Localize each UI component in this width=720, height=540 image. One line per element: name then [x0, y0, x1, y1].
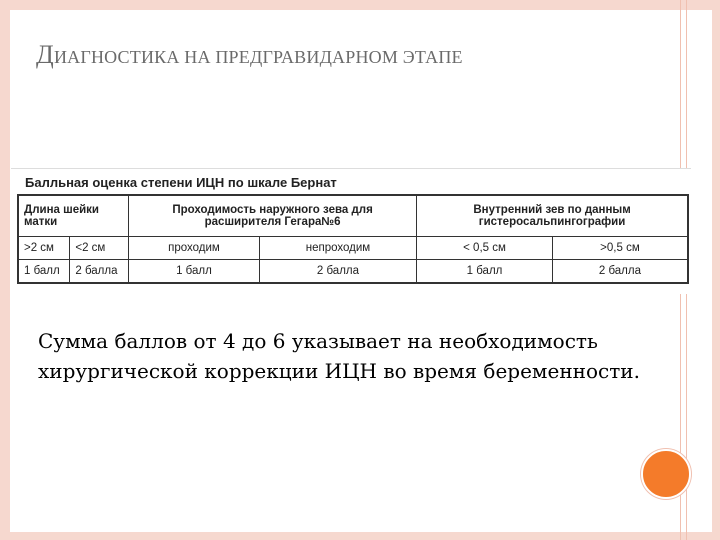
scoring-table: [17, 194, 689, 284]
decor-circle: [641, 449, 691, 499]
slide-frame-top: [0, 0, 720, 10]
table-cell: < 0,5 см: [417, 237, 553, 260]
header-cervix-length: Длина шейки матки: [18, 195, 129, 237]
slide-title-rest: ИАГНОСТИКА НА ПРЕДГРАВИДАРНОМ ЭТАПЕ: [53, 47, 463, 67]
body-line: хирургической коррекции ИЦН во время беременности.: [38, 359, 640, 383]
body-paragraph: [38, 326, 698, 386]
slide-frame-right: [712, 0, 720, 540]
table-cell: проходим: [129, 237, 260, 260]
table-cell: 2 балла: [70, 260, 129, 284]
slide-frame-left: [0, 0, 10, 540]
table-row: [18, 260, 688, 284]
table-cell: 1 балл: [18, 260, 70, 284]
slide-frame-bottom: [0, 532, 720, 540]
table-caption: Балльная оценка степени ИЦН по шкале Бернат: [25, 175, 337, 190]
slide-title-initial: Д: [36, 40, 54, 69]
table-cell: <2 см: [70, 237, 129, 260]
table-header-row: [18, 195, 688, 237]
table-cell: 1 балл: [129, 260, 260, 284]
table-cell: 2 балла: [552, 260, 688, 284]
table-cell: >0,5 см: [552, 237, 688, 260]
slide-title: [36, 40, 463, 70]
header-internal-os: Внутренний зев по данным гистеросальпингографии: [417, 195, 688, 237]
table-cell: 2 балла: [259, 260, 416, 284]
scoring-table-figure: [11, 168, 691, 294]
header-os-patency: Проходимость наружного зева для расширителя Гегара№6: [129, 195, 417, 237]
body-line: Сумма баллов от 4 до 6 указывает на необходимость: [38, 329, 598, 353]
table-cell: >2 см: [18, 237, 70, 260]
table-cell: непроходим: [259, 237, 416, 260]
table-row: [18, 237, 688, 260]
table-cell: 1 балл: [417, 260, 553, 284]
